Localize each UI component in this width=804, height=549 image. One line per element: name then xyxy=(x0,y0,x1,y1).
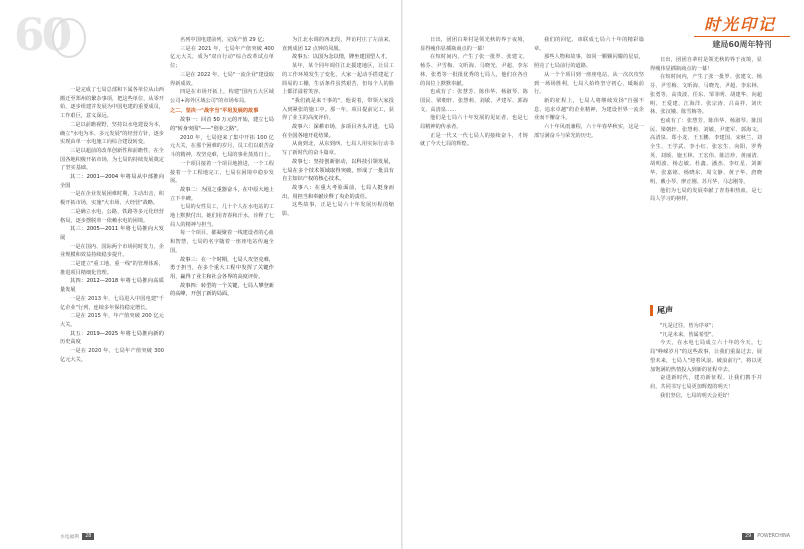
paragraph: 我们的回忆，串联成七局六十年的精彩篇章。 xyxy=(534,37,644,52)
story-heading: 故事五：以国为念以情，牌坐建国型人才。 xyxy=(292,54,391,61)
text-column-2 xyxy=(170,36,274,299)
paragraph: 六十年风雨兼程，六十年春华秋实，这是一部写满奋斗与荣光的历史。 xyxy=(534,124,644,139)
paragraph: 在短时间内，产生了张一批罗、张建文、杨芬、尹雪梅、文昕海、马晓光、尹超、李东林、张勇等，高贵波、任东、邹菲明、胡建华、向超明、王爱建、江海洋、张宗涛、吕高祥、刘庆林、张汉娥、陈雪梅等。 xyxy=(650,74,762,116)
paragraph: 从南到北，从东到西，七局人用实际行动书写了新时代的奋斗篇章。 xyxy=(282,141,394,157)
paragraph: "我们就是来干事的"，他说着，带领大家投入到紧张的施工中。那一年，项目提前完工，获得了业主的高度评价。 xyxy=(282,97,394,122)
paragraph: 在短时间内，产生了张一批罗、张建文、杨芬、尹雪梅、文昕海、马晓光、尹超、李东林、张勇等一批批优秀的七局人，他们在各自的岗位上默默奉献。 xyxy=(420,54,528,87)
heading-marker xyxy=(650,305,653,316)
section-subheading: 之二、坚决一"战字当"平坦发展的故事 xyxy=(170,107,259,114)
text-column-5 xyxy=(534,36,644,140)
banner-divider xyxy=(694,36,790,37)
anniversary-logo xyxy=(14,12,90,64)
paragraph: 一是在国内、国际两个市场同时发力，企业规模和效益持续稳步提升。 xyxy=(60,243,164,259)
paragraph: 每一个项目，都凝聚着一线建设者的心血和智慧，七局的名字随着一座座电站传遍全国。 xyxy=(170,230,274,254)
paragraph: 他们是七局六十年发展的见证者，也是七局精神的传承者。 xyxy=(420,115,528,131)
section-banner-title: 时光印记 xyxy=(703,15,776,34)
logo-number: 60 xyxy=(14,10,70,61)
story-heading: 故事六：深耕市场，多项目齐头并进，七局在全国各地开花结果。 xyxy=(282,124,394,139)
epilogue-column xyxy=(650,322,762,400)
paragraph: 那些人物和故事，如同一颗颗闪耀的星辰，照亮了七局前行的道路。 xyxy=(534,54,644,70)
page-number: 28 xyxy=(82,533,94,540)
story-heading: 故事二：为国之重器奋斗，在中原大地上立下丰碑。 xyxy=(170,186,274,202)
paragraph: 三是在 2022 年，七局"一流企业"建设取得新成效。 xyxy=(170,71,274,87)
paragraph: 一是在 2020 年，七局年产值突破 300 亿元大关。 xyxy=(60,348,164,363)
story-heading: 故事七：坚持创新驱动，以科技引领发展，七局在多个技术领域取得突破，形成了一批具有自主知识产权的核心技术。 xyxy=(282,158,394,183)
paragraph: 某年，某个同年调任江北援建地区，让员工的工作环境发生了变化，大家一起动手搭建起了简易的工棚，生活条件虽然艰苦，但每个人的脸上都洋溢着笑容。 xyxy=(282,63,394,96)
page-gutter xyxy=(401,0,403,549)
paragraph-heading: 其四：2012—2018 年将七局推向高质量发展 xyxy=(60,278,164,294)
paragraph-heading: 其二：2001—2004 年将局从中部推向全国 xyxy=(60,174,164,189)
footer-brand: POWERCHINA xyxy=(757,534,790,539)
paragraph: 一个项目接着一个项目地推进，一个工程接着一个工程地完工，七局在困境中稳步发展。 xyxy=(170,160,274,185)
paragraph: 也或有了：张慧芳、陈伟华、杨淑琴、陈国民、梁朝轩、张慧莉、刘敏、尹建军、郭海文、高清泉…… xyxy=(420,89,528,113)
paragraph: 奋进新时代，建功新征程。让我们携手并肩，共同书写七局更加辉煌的明天！ xyxy=(650,375,762,390)
paragraph: 从一个个项目到一座座电站，从一次次攻坚到一场场胜利，七局人始终坚守初心，砥砺前行。 xyxy=(534,71,644,96)
paragraph: 名列中国电建前列，完成产值 29 亿； xyxy=(180,37,268,43)
paragraph: 二是以前瞻视野，坚持以水电建设为本，确立"水电为本、多元发展"的经营方针，逐步实现由单一水电施工向综合建设转变。 xyxy=(60,121,164,146)
paragraph: "凡是未来，皆属希望"。 xyxy=(660,331,717,338)
paragraph: 他们为七局的发展奉献了青春和热血，是七局人学习的榜样。 xyxy=(650,187,762,203)
paragraph: 三是以超前的改革创新性和前瞻性，在全国各地积极开拓市场，为七局的持续发展奠定了坚实基础。 xyxy=(60,147,164,172)
footer-left xyxy=(60,533,97,540)
footer-right xyxy=(739,533,790,540)
story-heading: 故事三：在一个时期，七局人攻坚克难，勇于担当，在多个重大工程中发挥了关键作用，赢得了业主和社会各界的高度评价。 xyxy=(170,256,274,280)
footer-brand: 水电福利 xyxy=(60,535,80,540)
paragraph: 2010 年，七局迎来了集中开拓 100 亿元大关，在那个困难的岁月，员工们以艰苦奋斗的精神，攻坚克难，七局的事业蒸蒸日上。 xyxy=(170,134,274,159)
paragraph: 正是一代又一代七局人的接续奋斗，才铸就了今天七局的辉煌。 xyxy=(420,132,528,148)
paragraph: 一是在企业发展困难时期，主动出击，积极开拓市场，实施"大市场、大经营"战略。 xyxy=(60,191,164,207)
paragraph: 一是在 2013 年，七局进入中国电建"千亿企业"行列，连续多年保持稳定增长。 xyxy=(60,295,164,311)
epilogue-heading-text: 尾声 xyxy=(657,305,673,315)
page-number: 29 xyxy=(742,533,754,540)
paragraph: "凡是过往，皆为序章"； xyxy=(660,323,717,329)
paragraph-heading: 其五：2019—2025 年将七局推向新的历史高度 xyxy=(60,330,164,346)
paragraph: 今天，在水电七局成立六十年的今天，七局"峥嵘岁月"的这些故事，让我们重温过去，展望未来，七局人"迎着风浪、破浪前行"，将以更加饱满的热情投入到新的征程中去。 xyxy=(650,340,762,373)
text-column-1 xyxy=(60,86,164,365)
paragraph: 二是确立水电、公路、铁路等多元化经营格局，逐步摆脱单一依赖水电的困境。 xyxy=(60,208,164,224)
epilogue-heading xyxy=(650,304,710,316)
story-heading: 故事八：在重大考验面前，七局人挺身而出，用担当和奉献诠释了央企的责任。 xyxy=(282,184,394,200)
paragraph: 二是在 2015 年，年产值突破 200 亿元大关。 xyxy=(60,313,164,328)
paragraph: 新的征程上，七局人将继续发扬"自强不息、追求卓越"的企业精神，为建设世界一流企业而不懈奋斗。 xyxy=(534,97,644,122)
section-banner-subtitle: 建局60周年特刊 xyxy=(712,40,772,49)
paragraph: 二是建立"重工地、重一线"的管理体系，推进项目精细化管理。 xyxy=(60,261,164,276)
text-column-4 xyxy=(420,36,528,149)
paragraph: 一是完成了七局总部和下属各单位从山西搬迁至郑州的繁杂事项，把这些单位，从零开始，逐步组建并发展为中国电建的重要成员，工作艰巨，意义深远。 xyxy=(60,87,164,120)
paragraph-heading: 其三：2005—2011 年将七局推向大发展 xyxy=(60,226,164,241)
logo-ring-icon xyxy=(52,18,86,58)
paragraph: 日出，团团自辈村是领光秋的界于夜境，显得瘦伟显插瓶商点的一幕！ xyxy=(650,57,762,72)
paragraph: 日出，团团白辈村是领光秋的界于夜境，显得瘦伟显插瓶商点的一幕！ xyxy=(420,37,528,52)
paragraph: 四是在市场开拓上，构建"国内五大区域公司+海外区域公司"的市场布局。 xyxy=(170,89,274,104)
story-heading: 故事一：回首 50 万元的开始，建立七局的"转身突围"——"创业之路"。 xyxy=(170,117,274,133)
paragraph: 也或有了：张慧芳、陈伟华、杨淑琴、陈国民、梁朝轩、张慧莉、刘敏、尹建军、郭海文、高清泉、郑小龙、王玉鹏、李建国、宋秋兰、刘全生、王学武、李小红、张宏生、向阳、罗秀英、刘颂、施玉林、王宏伟、陈洁珍、黄丽清、胡明波、杨志敏、杜鑫、潘杰、李红星、刘新华、张嘉铭、杨晓东、周文静、黄子华、唐晓明、戴小琴、廖正刚、苏月华、马志刚等。 xyxy=(650,117,762,185)
paragraph: 三是在 2021 年，七局年产值突破 400 亿元大关，成为"双百行动"综合改革试点单位； xyxy=(170,45,274,70)
text-column-3 xyxy=(282,36,394,219)
paragraph: 七局的女性员工，几十个人在水电站的工地上默默付出，她们用青春和汗水，诠释了七局人的精神与担当。 xyxy=(170,204,274,228)
paragraph: 我们坚信，七局的明天会更好！ xyxy=(660,392,733,399)
paragraph: 为江北水调的西北段，拜访村庄了左前来，直到成团 12 点钟的凤凰。 xyxy=(282,37,394,52)
paragraph: 这些故事，正是七局六十年发展历程的缩影。 xyxy=(282,202,394,218)
story-heading: 故事四：转型的一个关键，七局人攀登新的高峰，开创了新的局面。 xyxy=(170,282,274,298)
text-column-6 xyxy=(650,56,762,204)
